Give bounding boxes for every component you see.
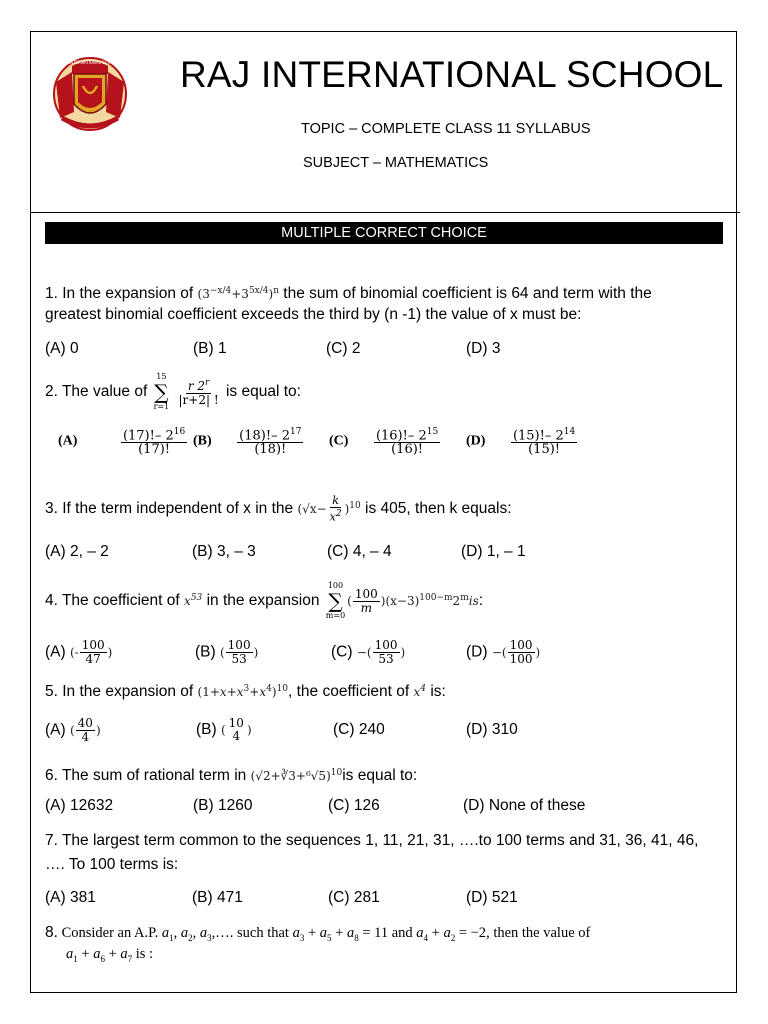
question-2: 2. The value of 15 ∑ r=1 $\frac{r 2^r}{|r+2| !}$ is equal to: [45,372,301,411]
q3-option-b[interactable]: (B) 3, – 3 [192,543,256,560]
q1-option-a[interactable]: (A) 0 [45,340,79,357]
q1-option-c[interactable]: (C) 2 [326,340,361,357]
question-8: 8. Consider an A.P. $a_1$, $a_2$, $a_3,\dots$. such that $a_3 + a_5 + a_8 = 11$ and $a_4 + a_2 = -2$, then the value of [45,924,591,943]
school-logo [50,52,130,138]
question-1-line-2: greatest binomial coefficient exceeds the third by (n -1) the value of x must be: [45,306,582,323]
q4-option-d[interactable]: (D) −( $\frac{100}{100}$ ) [466,638,541,666]
subject-line: SUBJECT – MATHEMATICS [303,155,489,171]
q6-option-c[interactable]: (C) 126 [328,797,380,814]
q7-option-b[interactable]: (B) 471 [192,889,243,906]
q4-option-a[interactable]: (A) (- $\frac{100}{47}$ ) [45,638,113,666]
q2-option-d[interactable]: (D) $\frac{(15)!- 2^{14}}{(15)!}$ [466,427,576,458]
q7-option-a[interactable]: (A) 381 [45,889,96,906]
q5-option-c[interactable]: (C) 240 [333,721,385,738]
q1-option-b[interactable]: (B) 1 [193,340,227,357]
q5-option-d[interactable]: (D) 310 [466,721,518,738]
question-7: 7. The largest term common to the sequences 1, 11, 21, 31, ….to 100 terms and 31, 36, 41, 46, [45,832,699,849]
header-divider [30,212,740,213]
question-6: 6. The sum of rational term in (√2+∛3+⁶√5)$^{10}$is equal to: [45,767,418,784]
question-5: 5. In the expansion of $(1+x+x^3+x^4)^{10}$, the coefficient of $x^4$ is: [45,683,446,700]
q4-option-c[interactable]: (C) −( $\frac{100}{53}$ ) [331,638,406,666]
q3-option-a[interactable]: (A) 2, – 2 [45,543,109,560]
q6-option-a[interactable]: (A) 12632 [45,797,114,814]
svg-text:RAJ INTERNATIONAL SCHOOL: RAJ INTERNATIONAL SCHOOL [60,60,120,65]
q3-option-d[interactable]: (D) 1, – 1 [461,543,526,560]
q2-option-b[interactable]: (B) $\frac{(18)!- 2^{17}}{(18)!}$ [193,427,302,458]
topic-line: TOPIC – COMPLETE CLASS 11 SYLLABUS [301,121,591,137]
q1-option-d[interactable]: (D) 3 [466,340,501,357]
q6-option-d[interactable]: (D) None of these [463,797,586,814]
q2-sum: 15 ∑ r=1 [153,372,170,411]
q3-option-c[interactable]: (C) 4, – 4 [327,543,392,560]
q7-option-c[interactable]: (C) 281 [328,889,380,906]
question-3: 3. If the term independent of x in the (√x− $\frac{k}{x^2}$ )$^{10}$ is 405, then k equals: [45,494,512,524]
school-name: RAJ INTERNATIONAL SCHOOL [180,54,724,95]
q7-option-d[interactable]: (D) 521 [466,889,518,906]
q2-fraction: $\frac{r 2^r}{|r+2| !}$ [178,378,219,407]
q6-option-b[interactable]: (B) 1260 [193,797,253,814]
q4-sum: 100 ∑ m=0 [325,581,346,620]
question-4: 4. The coefficient of $x^{53}$ in the expansion 100 ∑ m=0 ( $\frac{100}{m}$ )$(x-3)^{100-m}2^mis$: [45,581,484,620]
section-banner: MULTIPLE CORRECT CHOICE [45,222,723,244]
q5-option-b[interactable]: (B) ( 10 4 ) [196,716,252,743]
q2-option-a[interactable]: (A) $\frac{(17)!- 2^{16}}{(17)!}$ [58,427,186,458]
q4-option-b[interactable]: (B) ( $\frac{100}{53}$ ) [195,638,259,666]
q2-option-c[interactable]: (C) $\frac{(16)!- 2^{15}}{(16)!}$ [329,427,439,458]
question-8-line-2: $a_1 + a_6 + a_7$ is : [66,946,154,964]
question-1: 1. In the expansion of $(3^{-x/4}+3^{5x/4})^n$ the sum of binomial coefficient is 64 and term with the [45,285,652,302]
q3-expression: (√x− [297,502,327,516]
q5-option-a[interactable]: (A) ( $\frac{40}{4}$ ) [45,716,101,744]
question-7-line-2: …. To 100 terms is: [45,856,179,873]
q1-expression: $(3^{-x/4}+3^{5x/4})^n$ [197,286,279,301]
